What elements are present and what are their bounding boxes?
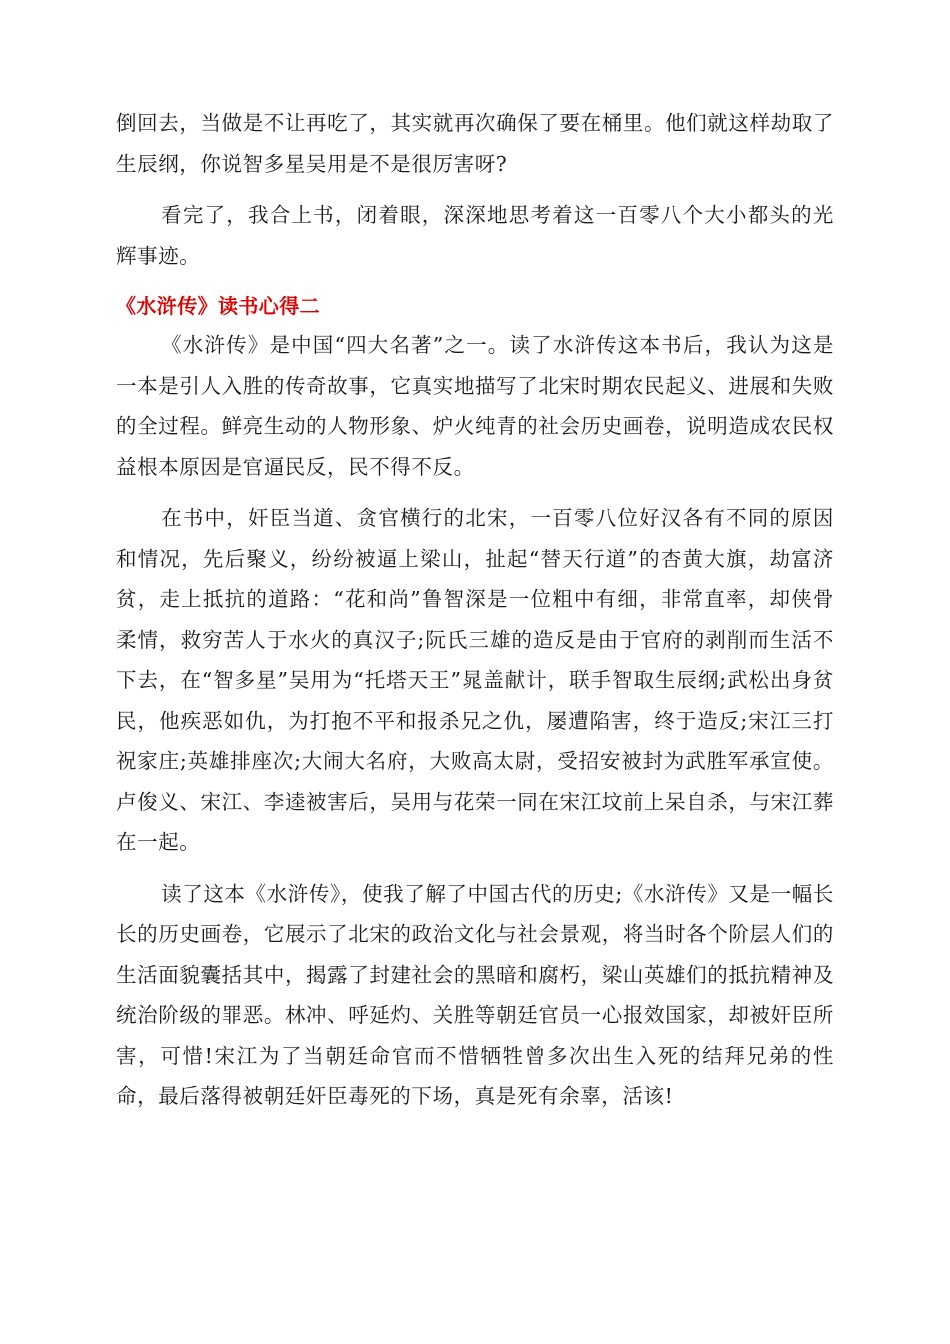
document-body — [116, 103, 834, 1117]
section-heading: 《水浒传》读书心得二 — [116, 294, 320, 318]
paragraph-closing-thought: 看完了，我合上书，闭着眼，深深地思考着这一百零八个大小都头的光辉事迹。 — [116, 203, 834, 268]
paragraph-continuation: 倒回去，当做是不让再吃了，其实就再次确保了要在桶里。他们就这样劫取了生辰纲，你说智多星吴用是不是很厉害呀? — [116, 111, 834, 176]
paragraph-reflection: 读了这本《水浒传》，使我了解了中国古代的历史;《水浒传》又是一幅长长的历史画卷，它展示了北宋的政治文化与社会景观，将当时各个阶层人们的生活面貌囊括其中，揭露了封建社会的黑暗和腐朽，梁山英雄们的抵抗精神及统治阶级的罪恶。林冲、呼延灼、关胜等朝廷官员一心报效国家，却被奸臣所害，可惜!宋江为了当朝廷命官而不惜牺牲曾多次出生入死的结拜兄弟的性命，最后落得被朝廷奸臣毒死的下场，真是死有余辜，活该! — [116, 881, 834, 1108]
paragraph-intro: 《水浒传》是中国“四大名著”之一。读了水浒传这本书后，我认为这是一本是引人入胜的传奇故事，它真实地描写了北宋时期农民起义、进展和失败的全过程。鲜亮生动的人物形象、炉火纯青的社会历史画卷，说明造成农民权益根本原因是官逼民反，民不得不反。 — [116, 333, 834, 479]
paragraph-story-summary: 在书中，奸臣当道、贪官横行的北宋，一百零八位好汉各有不同的原因和情况，先后聚义，纷纷被逼上梁山，扯起“替天行道”的杏黄大旗，劫富济贫，走上抵抗的道路：“花和尚”鲁智深是一位粗中有细，非常直率，却侠骨柔情，救穷苦人于水火的真汉子;阮氏三雄的造反是由于官府的剥削而生活不下去，在“智多星”吴用为“托塔天王”晁盖献计，联手智取生辰纲;武松出身贫民，他疾恶如仇，为打抱不平和报杀兄之仇，屡遭陷害，终于造反;宋江三打祝家庄;英雄排座次;大闹大名府，大败高太尉，受招安被封为武胜军承宣使。卢俊义、宋江、李逵被害后，吴用与花荣一同在宋江坟前上呆自杀，与宋江葬在一起。 — [116, 506, 834, 854]
